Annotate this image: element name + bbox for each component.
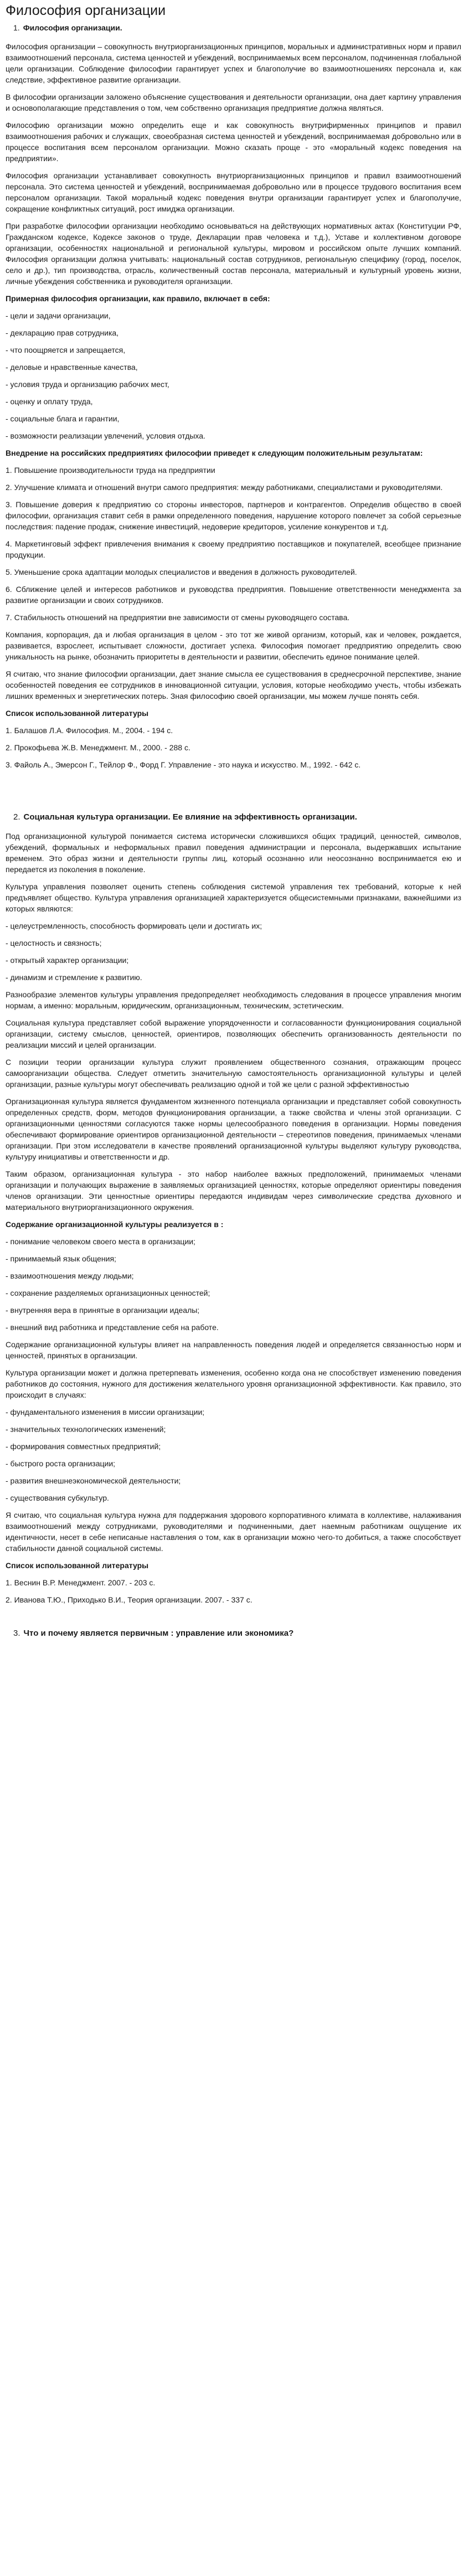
paragraph: 3. Файоль А., Эмерсон Г., Тейлор Ф., Форд Г. Управление - это наука и искусство. М., 1992. - 642 с. (6, 760, 361, 769)
list-item: - открытый характер организации; (6, 956, 129, 965)
paragraph: 5. Уменьшение срока адаптации молодых специалистов и введения в должность руководителей. (6, 568, 357, 576)
paragraph: Разнообразие элементов культуры управления предопределяет необходимость следования в процессе управления многим нормам, а именно: моральным, юридическим, организационным, техническим, эстетическим. (6, 990, 461, 1010)
paragraph: Организационная культура является фундаментом жизненного потенциала организации и представляет собой совокупность определенных средств, форм, методов функционирования организации, а также свойства и члены этой организации. С организационными ценностями согласуются также нормы целесообразного поведения в организации. Нормы поведения обеспечивают формирование ориентиров организационной деятельности – стереотипов поведения, принимаемых членами организации. При этом исследователи в качестве проявлений организационной культуры выделяют культуру руководства, культуру инициативы и ответственности и др. (6, 1097, 461, 1161)
section-spacer (6, 1611, 461, 1628)
paragraph: 2. Прокофьева Ж.В. Менеджмент. М., 2000. - 288 с. (6, 743, 190, 752)
paragraph: В философии организации заложено объяснение существования и деятельности организации, она дает картину управления и основополагающие представления о том, чем собственно организация предприятие должна являться. (6, 92, 461, 112)
section-title (13, 22, 461, 33)
subheading: Внедрение на российских предприятиях философии приведет к следующим положительным результатам: (6, 449, 423, 457)
section-number: 2. (13, 812, 20, 822)
list-item: - существования субкультур. (6, 1493, 109, 1502)
list-item: - развития внешнеэкономической деятельности; (6, 1476, 181, 1485)
paragraph: Под организационной культурой понимается система исторически сложившихся общих традиций, ценностей, символов, убеждений, формальных и неформальных правил поведения администрации и персонала, выдержавших испытание временем. Это образ жизни и деятельности группы лиц, который осознанно или неосознанно воспринимается ею и передается из поколения в поколение. (6, 832, 461, 874)
section-spacer (6, 776, 461, 812)
bullet-list (6, 1236, 461, 1333)
list-item: - возможности реализации увлечений, условия отдыха. (6, 431, 205, 440)
list-item: - понимание человеком своего места в организации; (6, 1237, 195, 1246)
section-title-text: Социальная культура организации. Ее влияние на эффективность организации. (23, 812, 357, 822)
paragraph: Социальная культура представляет собой выражение упорядоченности и согласованности функционирования социальной организации, систему смыслов, ценностей, ориентиров, позволяющих обеспечить организованность деятельности по реализации миссий и целей организации. (6, 1018, 461, 1049)
paragraph: С позиции теории организации культура служит проявлением общественного сознания, отражающим процесс самоорганизации общества. Следует отметить значительную самостоятельность организационной культуры и целей организации, разные культуры могут обеспечивать реализацию одной и той же цели с разной эффективностью (6, 1058, 461, 1089)
paragraph: 1. Балашов Л.А. Философия. М., 2004. - 194 с. (6, 726, 173, 735)
list-item: - социальные блага и гарантии, (6, 414, 120, 423)
bullet-list (6, 920, 461, 983)
section-title-text: Что и почему является первичным : управление или экономика? (23, 1629, 294, 1638)
subheading: Список использованной литературы (6, 709, 149, 718)
paragraph: Я считаю, что социальная культура нужна для поддержания здорового корпоративного климата в коллективе, налаживания взаимоотношений между сотрудниками, руководителями и подчиненными, дает наемным работникам ощущение их идентичности, несет в себе неписаные наставления о том, как в организации можно чего-то добиться, а также способствует стабильности данной социальной системы. (6, 1511, 461, 1553)
subheading: Содержание организационной культуры реализуется в : (6, 1220, 224, 1229)
list-item: - динамизм и стремление к развитию. (6, 973, 142, 982)
list-item: - формирования совместных предприятий; (6, 1442, 161, 1451)
list-item: - сохранение разделяемых организационных ценностей; (6, 1289, 210, 1297)
paragraph: Философия организации устанавливает совокупность внутриорганизационных принципов и правил взаимоотношений персонала. Это система ценностей и убеждений, воспринимаемая добровольно или в процессе трудового воспитания всем персоналом организации. Такой моральный кодекс поведения внутри организации гарантирует успех и благополучие, сокращение конфликтных ситуаций, рост имиджа организации. (6, 171, 461, 213)
paragraph: 1. Веснин В.Р. Менеджмент. 2007. - 203 с. (6, 1578, 156, 1587)
list-item: - взаимоотношения между людьми; (6, 1271, 134, 1280)
list-item: - целостность и связность; (6, 939, 102, 947)
list-item: - целеустремленность, способность формировать цели и достигать их; (6, 921, 262, 930)
list-item: - оценку и оплату труда, (6, 397, 93, 406)
subheading: Список использованной литературы (6, 1561, 149, 1570)
section-number: 1. (13, 23, 20, 32)
paragraph: Культура организации может и должна претерпевать изменения, особенно когда она не способствует изменению поведения работников до состояния, нужного для достижения желательного уровня организационной эффективности. Как правило, это происходит в случаях: (6, 1368, 461, 1399)
list-item: - внешний вид работника и представление себя на работе. (6, 1323, 219, 1332)
paragraph: Философия организации – совокупность внутриорганизационных принципов, моральных и административных норм и правил взаимоотношений персонала, система ценностей и убеждений, воспринимаемых всем персоналом, подчиненная глобальной цели организации. Соблюдение философии гарантирует успех и благополучие во взаимоотношениях персонала и, как следствие, эффективное развитие организации. (6, 42, 461, 84)
section-title (13, 812, 461, 823)
paragraph: 6. Сближение целей и интересов работников и руководства предприятия. Повышение ответственности менеджмента за развитие организации и своих сотрудников. (6, 585, 461, 605)
paragraph: 3. Повышение доверия к предприятию со стороны инвесторов, партнеров и контрагентов. Определив общество в своей философии, организация ставит себя в рамки определенного поведения, нарушение которого повлечет за собой серьезные последствия: падение продаж, снижение инвестиций, недоверие кредиторов, усиление конкурентов и т.д. (6, 500, 461, 531)
paragraph: Содержание организационной культуры влияет на направленность поведения людей и определяется связанностью норм и ценностей, принятых в организации. (6, 1340, 461, 1360)
paragraph: 7. Стабильность отношений на предприятии вне зависимости от смены руководящего состава. (6, 613, 350, 622)
list-item: - условия труда и организацию рабочих мест, (6, 380, 169, 389)
bullet-list (6, 1407, 461, 1503)
list-item: - деловые и нравственные качества, (6, 363, 138, 372)
paragraph: Компания, корпорация, да и любая организация в целом - это тот же живой организм, который, как и человек, рождается, развивается, взрослеет, испытывает сложности, достигает успеха. Философия помогает предприятию определить свою уникальность на рынке, обозначить приоритеты в деятельности и развитии, обеспечить единое понимание целей. (6, 630, 461, 661)
section-title-text: Философия организации. (23, 23, 122, 32)
section-title (13, 1628, 461, 1639)
list-item: - быстрого роста организации; (6, 1459, 116, 1468)
paragraph: 1. Повышение производительности труда на предприятии (6, 466, 215, 475)
paragraph: 2. Улучшение климата и отношений внутри самого предприятия: между работниками, специалистами и руководителями. (6, 483, 443, 492)
list-item: - что поощряется и запрещается, (6, 346, 126, 354)
list-item: - фундаментального изменения в миссии организации; (6, 1408, 205, 1416)
page-title: Философия организации (6, 3, 166, 18)
paragraph: Культура управления позволяет оценить степень соблюдения системой управления тех требований, которые к ней предъявляет общество. Культура управления организацией характеризуется общесистемными признаками, важнейшими из которых являются: (6, 882, 461, 913)
list-item: - цели и задачи организации, (6, 311, 111, 320)
document-content (6, 22, 461, 1639)
subheading: Примерная философия организации, как правило, включает в себя: (6, 294, 270, 303)
paragraph: Я считаю, что знание философии организации, дает знание смысла ее существования в среднесрочной перспективе, знание особенностей поведения ее сотрудников в инновационной ситуации, условия, которые необходимо учесть, чтобы избежать лишних временных и энергетических потерь. Зная философию своей организации, мы можем лучше понять себя. (6, 669, 461, 700)
list-item: - декларацию прав сотрудника, (6, 328, 119, 337)
bullet-list (6, 310, 461, 441)
section-number: 3. (13, 1629, 20, 1638)
paragraph: Философию организации можно определить еще и как совокупность внутрифирменных принципов и правил взаимоотношения рабочих и служащих, своеобразная система ценностей и убеждений, воспринимаемая добровольно или в процессе воспитания всем персоналом организации. Можно сказать проще - это «моральный кодекс поведения на предприятии». (6, 121, 461, 163)
list-item: - принимаемый язык общения; (6, 1254, 116, 1263)
list-item: - внутренняя вера в принятые в организации идеалы; (6, 1306, 200, 1315)
paragraph: При разработке философии организации необходимо основываться на действующих нормативных актах (Конституции РФ, Гражданском кодексе, Кодексе законов о труде, Декларации прав человека и т.д.), Уставе и коллективном договоре организации, особенностях национальной и региональной культуры, мировом и российском опыте лучших компаний. Философия организации должна учитывать: национальный состав сотрудников, региональную специфику (город, поселок, село и др.), тип производства, отрасль, количественный состав персонала, материальный и культурный уровень жизни, личные убеждения собственника и руководителя организации. (6, 221, 461, 286)
paragraph: Таким образом, организационная культура - это набор наиболее важных предположений, принимаемых членами организации и получающих выражение в заявляемых организацией ценностях, которые определяют ориентиры поведения членов организации. Эти ценностные ориентиры передаются индивидам через символические средства духовного и материального внутриорганизационного окружения. (6, 1169, 461, 1212)
paragraph: 2. Иванова Т.Ю., Приходько В.И., Теория организации. 2007. - 337 с. (6, 1595, 252, 1604)
paragraph: 4. Маркетинговый эффект привлечения внимания к своему предприятию поставщиков и покупателей, всеобщее признание продукции. (6, 539, 461, 559)
list-item: - значительных технологических изменений; (6, 1425, 166, 1434)
